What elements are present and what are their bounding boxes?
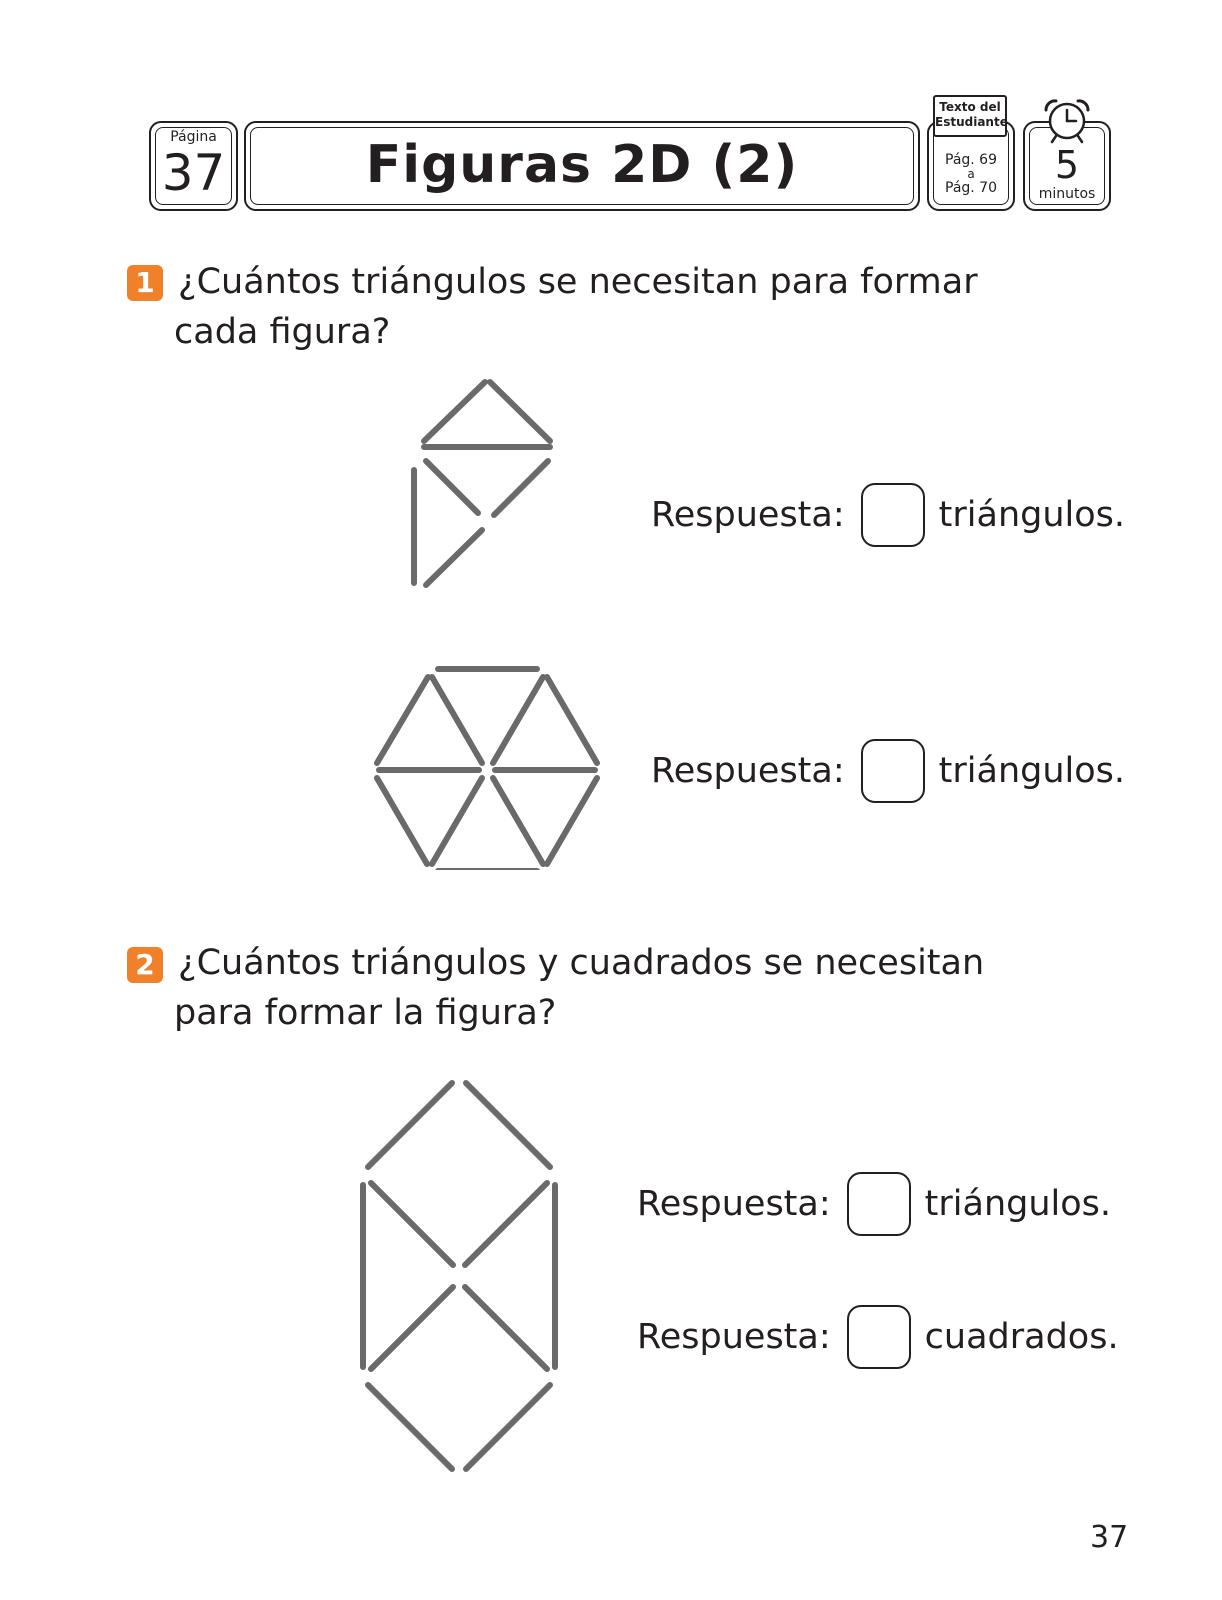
answer-prefix: Respuesta: <box>637 1184 831 1224</box>
answer-prefix: Respuesta: <box>637 1317 831 1357</box>
book-label-line2: Estudiante <box>935 115 1008 129</box>
reference-from: Pág. 69 <box>945 152 997 168</box>
answer-suffix: triángulos. <box>938 751 1126 791</box>
time-value: 5 <box>1054 143 1080 187</box>
answer-prefix: Respuesta: <box>651 495 845 535</box>
reference-to: Pág. 70 <box>945 180 997 196</box>
answer-prefix: Respuesta: <box>651 751 845 791</box>
question-2-text: ¿Cuántos triángulos y cuadrados se necesitan para formar la figura? <box>174 943 985 1033</box>
q2-answer-2 <box>637 1303 1119 1369</box>
book-label-line1: Texto del <box>939 100 1001 114</box>
question-2-badge: 2 <box>127 947 163 983</box>
q1-answer-1 <box>651 481 1125 547</box>
figure-3-sticks <box>355 1075 575 1480</box>
footer-page-number: 37 <box>1090 1520 1129 1555</box>
answer-suffix: triángulos. <box>924 1184 1112 1224</box>
page-number: 37 <box>161 144 226 202</box>
time-unit: minutos <box>1038 186 1096 202</box>
answer-suffix: cuadrados. <box>924 1317 1119 1357</box>
answer-input-box[interactable] <box>861 483 925 547</box>
page-number-box <box>149 121 238 211</box>
reference-pages <box>927 152 1015 196</box>
answer-input-box[interactable] <box>847 1305 911 1369</box>
title-box <box>244 121 920 211</box>
figure-2-sticks <box>365 660 605 870</box>
question-1-badge: 1 <box>127 265 163 301</box>
q2-answer-1 <box>637 1170 1111 1236</box>
page-title: Figuras 2D (2) <box>365 135 799 195</box>
figure-1-sticks <box>400 375 560 600</box>
reference-connector: a <box>967 167 975 181</box>
answer-input-box[interactable] <box>847 1172 911 1236</box>
alarm-clock-icon <box>1040 96 1094 144</box>
page-label: Página <box>170 129 217 145</box>
q1-answer-2 <box>651 737 1125 803</box>
book-icon <box>933 95 1007 137</box>
answer-suffix: triángulos. <box>938 495 1126 535</box>
answer-input-box[interactable] <box>861 739 925 803</box>
question-1-text: ¿Cuántos triángulos se necesitan para formar cada figura? <box>174 262 978 352</box>
